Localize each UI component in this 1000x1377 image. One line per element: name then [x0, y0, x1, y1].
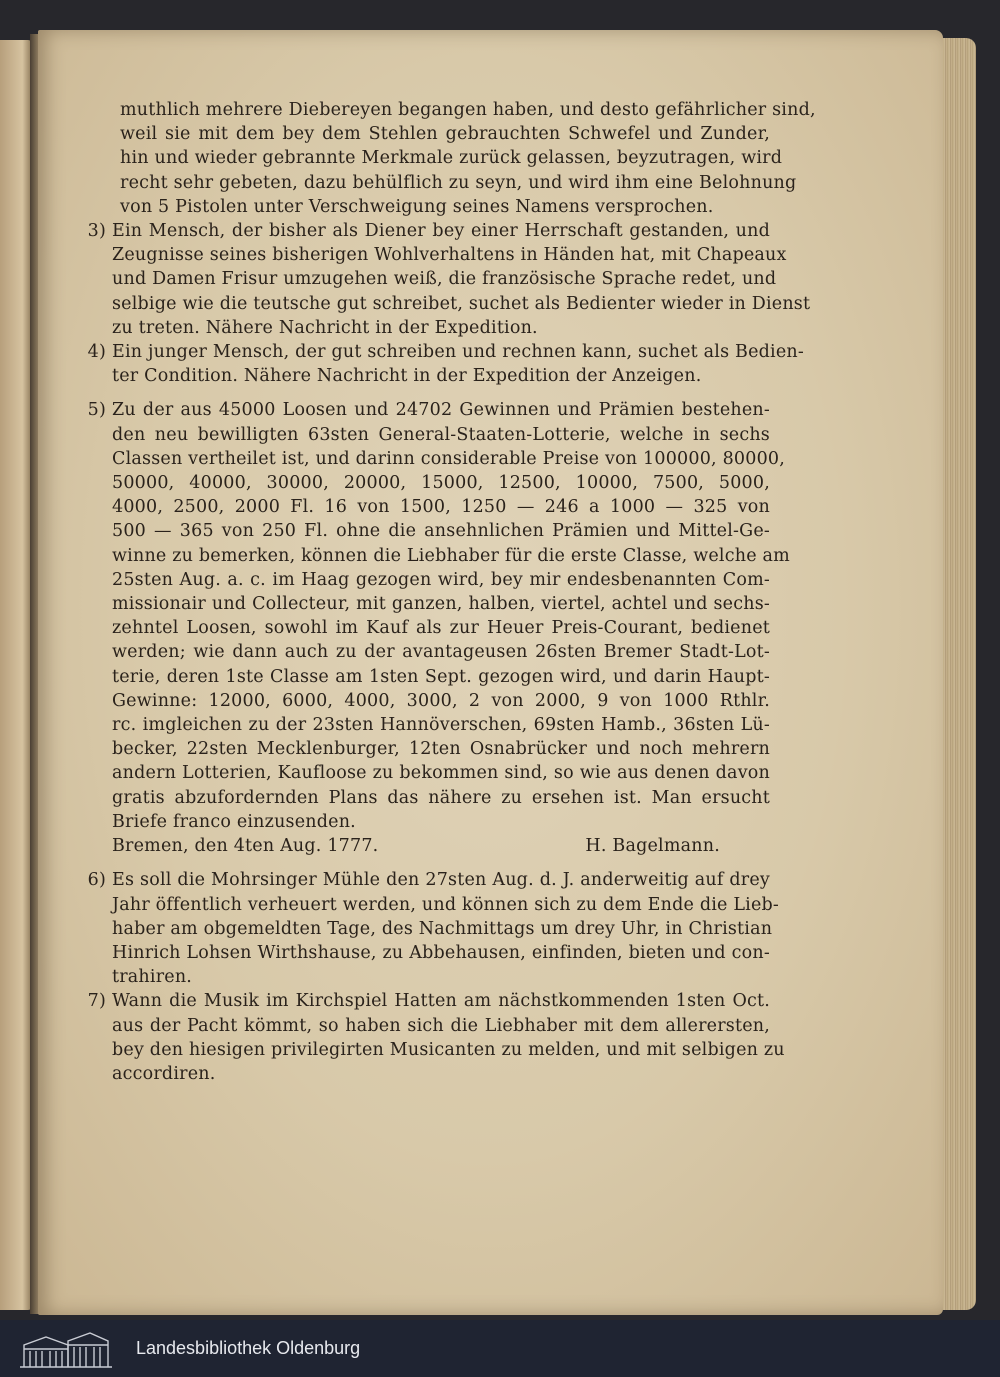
text-line: Zeugnisse seines bisherigen Wohlverhaltens in Händen hat, mit Chapeaux — [112, 245, 787, 266]
footer-bar — [0, 1320, 1000, 1377]
text-line: zehntel Loosen, sowohl im Kauf als zur Heuer Preis-Courant, bedienet — [112, 618, 770, 639]
notice-item-3 — [87, 219, 811, 340]
signature-line — [112, 834, 770, 858]
text-line: missionair und Collecteur, mit ganzen, halben, viertel, achtel und sechs- — [112, 594, 770, 615]
text-line: Gewinne: 12000, 6000, 4000, 3000, 2 von 2000, 9 von 1000 Rthlr. — [112, 690, 770, 711]
library-building-icon — [16, 1329, 116, 1369]
text-line: winne zu bemerken, können die Liebhaber für die erste Classe, welche am — [112, 545, 790, 566]
text-line: und Damen Frisur umzugehen weiß, die französische Sprache redet, und — [112, 269, 777, 290]
text-line: gratis abzufordernden Plans das nähere zu ersehen ist. Man ersucht — [112, 787, 770, 808]
notice-item-4 — [87, 340, 804, 388]
signature-name: H. Bagelmann. — [585, 836, 720, 857]
notice-item-5 — [87, 398, 790, 858]
notice-item-7 — [87, 989, 785, 1086]
item-number: 5) — [87, 400, 106, 421]
library-name: Landesbibliothek Oldenburg — [136, 1338, 361, 1358]
page-text — [87, 98, 816, 1086]
text-line: trahiren. — [112, 967, 193, 988]
text-line: Jahr öffentlich verheuert werden, und können sich zu dem Ende die Lieb- — [112, 894, 780, 915]
item-number: 7) — [87, 991, 106, 1012]
text-line: 500 — 365 von 250 Fl. ohne die ansehnlichen Prämien und Mittel-Ge- — [112, 521, 770, 542]
text-line: aus der Pacht kömmt, so haben sich die Liebhaber mit dem allerersten, — [112, 1015, 770, 1036]
text-line: werden; wie dann auch zu der avantageusen 26sten Bremer Stadt-Lot- — [112, 642, 770, 663]
text-line: Classen vertheilet ist, und darinn considerable Preise von 100000, 80000, — [112, 448, 786, 469]
intro-paragraph — [90, 98, 816, 219]
text-line: den neu bewilligten 63sten General-Staaten-Lotterie, welche in sechs — [112, 424, 770, 445]
text-line: 4000, 2500, 2000 Fl. 16 von 1500, 1250 — 246 a 1000 — 325 von — [112, 497, 770, 518]
text-line: accordiren. — [112, 1063, 216, 1084]
item-number: 4) — [87, 342, 106, 363]
text-line: von 5 Pistolen unter Verschweigung seines Namens versprochen. — [120, 196, 714, 217]
text-line: Wann die Musik im Kirchspiel Hatten am nächstkommenden 1sten Oct. — [112, 991, 770, 1012]
text-line: becker, 22sten Mecklenburger, 12ten Osnabrücker und noch mehrern — [112, 739, 770, 760]
left-page-edge — [0, 40, 32, 1310]
notice-item-6 — [87, 868, 780, 989]
text-line: 25sten Aug. a. c. im Haag gezogen wird, bey mir endesbenannten Com- — [112, 569, 770, 590]
text-line: Zu der aus 45000 Loosen und 24702 Gewinnen und Prämien bestehen- — [112, 400, 770, 421]
text-line: muthlich mehrere Diebereyen begangen haben, und desto gefährlicher sind, — [120, 100, 816, 120]
text-line: bey den hiesigen privilegirten Musicanten zu melden, und mit selbigen zu — [112, 1039, 785, 1060]
text-line: andern Lotterien, Kaufloose zu bekommen sind, so wie aus denen davon — [112, 763, 770, 784]
text-line: selbige wie die teutsche gut schreibet, suchet als Bedienter wieder in Dienst — [112, 293, 811, 314]
text-line: Es soll die Mohrsinger Mühle den 27sten Aug. d. J. anderweitig auf drey — [112, 870, 770, 891]
text-line: rc. imgleichen zu der 23sten Hannöverschen, 69sten Hamb., 36sten Lü- — [112, 715, 770, 736]
text-line: recht sehr gebeten, dazu behülflich zu seyn, und wird ihm eine Belohnung — [120, 172, 797, 193]
text-line: haber am obgemeldten Tage, des Nachmittags um drey Uhr, in Christian — [112, 918, 773, 939]
text-line: 50000, 40000, 30000, 20000, 15000, 12500, 10000, 7500, 5000, — [112, 473, 770, 494]
text-line: zu treten. Nähere Nachricht in der Expedition. — [112, 317, 538, 338]
text-line: hin und wieder gebrannte Merkmale zurück gelassen, beyzutragen, wird — [120, 148, 783, 169]
text-line: Ein junger Mensch, der gut schreiben und rechnen kann, suchet als Bedien- — [112, 342, 804, 363]
signature-place-date: Bremen, den 4ten Aug. 1777. — [112, 836, 379, 857]
text-line: weil sie mit dem bey dem Stehlen gebrauchten Schwefel und Zunder, — [120, 124, 770, 145]
text-line: terie, deren 1ste Classe am 1sten Sept. gezogen wird, und darin Haupt- — [112, 666, 770, 687]
item-number: 6) — [87, 870, 106, 891]
text-line: Briefe franco einzusenden. — [112, 811, 356, 832]
text-line: ter Condition. Nähere Nachricht in der Expedition der Anzeigen. — [112, 366, 702, 387]
text-line: Ein Mensch, der bisher als Diener bey einer Herrschaft gestanden, und — [112, 221, 770, 242]
item-number: 3) — [87, 221, 106, 242]
text-line: Hinrich Lohsen Wirthshause, zu Abbehausen, einfinden, bieten und con- — [112, 942, 770, 963]
